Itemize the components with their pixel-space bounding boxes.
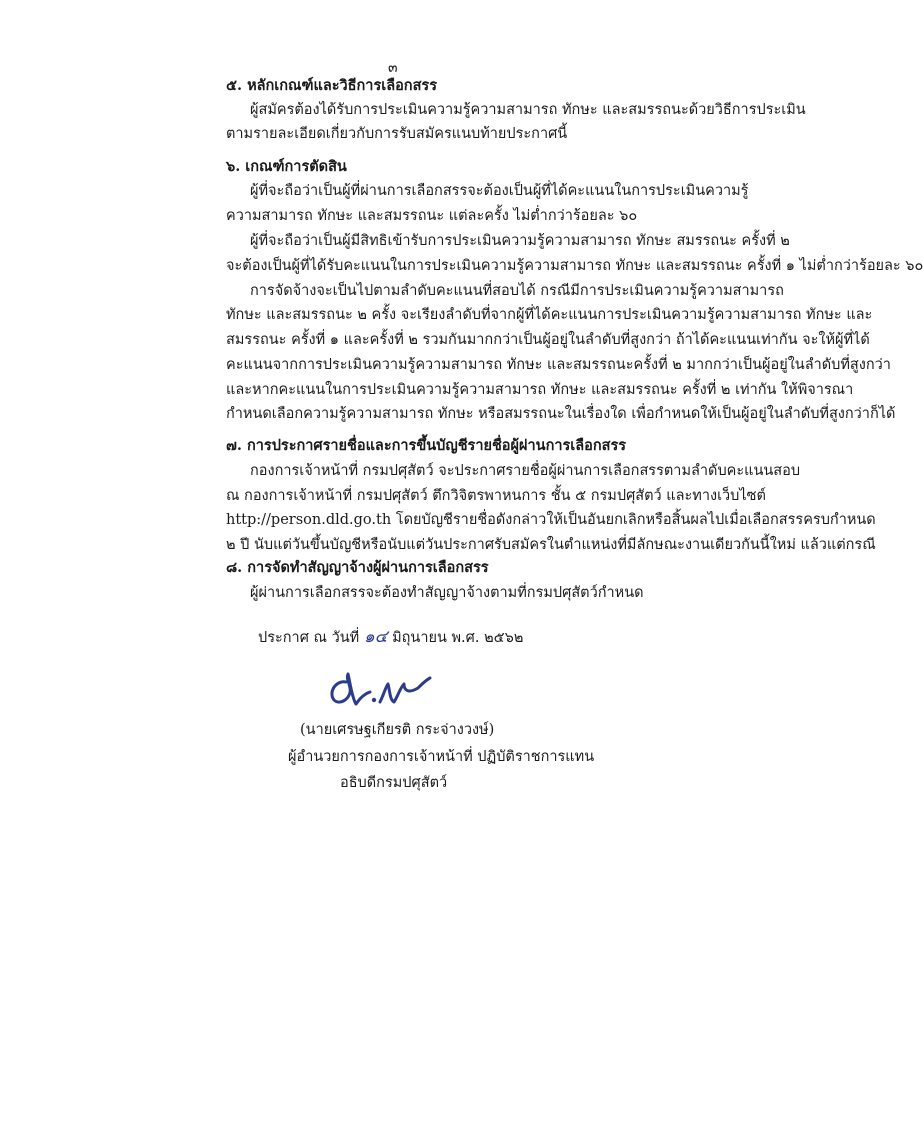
section-8-line: ผู้ผ่านการเลือกสรรจะต้องทำสัญญาจ้างตามที่กรมปศุสัตว์กำหนด (250, 585, 644, 601)
signatory-position: ผู้อำนวยการกองการเจ้าหน้าที่ ปฏิบัติราชการแทน (288, 749, 595, 765)
section-7-line: ณ กองการเจ้าหน้าที่ กรมปศุสัตว์ ตึกวิจิตรพาหนการ ชั้น ๕ กรมปศุสัตว์ และทางเว็บไซต์ (226, 488, 766, 504)
signatory-organization: อธิบดีกรมปศุสัตว์ (340, 775, 448, 791)
announcement-prefix: ประกาศ ณ วันที่ (258, 630, 360, 646)
section-6-line: กำหนดเลือกความรู้ความสามารถ ทักษะ หรือสมรรถนะในเรื่องใด เพื่อกำหนดให้เป็นผู้อยู่ในลำดับที่สูงกว่าก็ได้ (226, 406, 896, 422)
section-7-line: กองการเจ้าหน้าที่ กรมปศุสัตว์ จะประกาศรายชื่อผู้ผ่านการเลือกสรรตามลำดับคะแนนสอบ (250, 463, 801, 479)
section-6-line: สมรรถนะ ครั้งที่ ๑ และครั้งที่ ๒ รวมกันมากกว่าเป็นผู้อยู่ในลำดับที่สูงกว่า ถ้าได้คะแนนเท่ากัน จะให้ผู้ที่ได้ (226, 332, 870, 348)
section-8-heading: ๘. การจัดทำสัญญาจ้างผู้ผ่านการเลือกสรร (226, 559, 489, 576)
section-6-line: การจัดจ้างจะเป็นไปตามลำดับคะแนนที่สอบได้ กรณีมีการประเมินความรู้ความสามารถ (250, 283, 784, 299)
section-6-heading: ๖. เกณฑ์การตัดสิน (226, 158, 347, 175)
signatory-name: (นายเศรษฐเกียรติ กระจ่างวงษ์) (300, 722, 495, 738)
announcement-month-year: มิถุนายน พ.ศ. ๒๕๖๒ (392, 630, 524, 646)
section-6-line: ความสามารถ ทักษะ และสมรรถนะ แต่ละครั้ง ไม่ต่ำกว่าร้อยละ ๖๐ (226, 208, 638, 224)
section-6-line: ทักษะ และสมรรถนะ ๒ ครั้ง จะเรียงลำดับที่จากผู้ที่ได้คะแนนการประเมินความรู้ความสามารถ ทักษะ และ (226, 307, 873, 323)
announcement-day: ๑๔ (363, 627, 388, 647)
section-5-heading: ๕. หลักเกณฑ์และวิธีการเลือกสรร (226, 77, 437, 94)
section-6-line: คะแนนจากการประเมินความรู้ความสามารถ ทักษะ และสมรรถนะครั้งที่ ๒ มากกว่าเป็นผู้อยู่ในลำดับที่สูงกว่า (226, 357, 891, 373)
page-number: ๓ (388, 60, 398, 76)
section-6-line: จะต้องเป็นผู้ที่ได้รับคะแนนในการประเมินความรู้ความสามารถ ทักษะ และสมรรถนะ ครั้งที่ ๑ ไม่ต่ำกว่าร้อยละ ๖๐ (226, 258, 923, 274)
handwritten-signature (318, 668, 448, 718)
section-6-line: และหากคะแนนในการประเมินความรู้ความสามารถ ทักษะ และสมรรถนะ ครั้งที่ ๒ เท่ากัน ให้พิจารณา (226, 382, 854, 398)
section-6-line: ผู้ที่จะถือว่าเป็นผู้ที่ผ่านการเลือกสรรจะต้องเป็นผู้ที่ได้คะแนนในการประเมินความรู้ (250, 183, 749, 199)
section-5-line: ผู้สมัครต้องได้รับการประเมินความรู้ความสามารถ ทักษะ และสมรรถนะด้วยวิธีการประเมิน (250, 102, 806, 118)
section-7-line: http://person.dld.go.th โดยบัญชีรายชื่อดังกล่าวให้เป็นอันยกเลิกหรือสิ้นผลไปเมื่อเลือกสรรครบกำหนด (226, 512, 876, 528)
section-6-line: ผู้ที่จะถือว่าเป็นผู้มีสิทธิเข้ารับการประเมินความรู้ความสามารถ ทักษะ สมรรถนะ ครั้งที่ ๒ (250, 233, 790, 249)
section-5-line: ตามรายละเอียดเกี่ยวกับการรับสมัครแนบท้ายประกาศนี้ (226, 126, 568, 142)
section-7-heading: ๗. การประกาศรายชื่อและการขึ้นบัญชีรายชื่อผู้ผ่านการเลือกสรร (226, 437, 627, 454)
announcement-date (258, 627, 523, 648)
section-7-line: ๒ ปี นับแต่วันขึ้นบัญชีหรือนับแต่วันประกาศรับสมัครในตำแหน่งที่มีลักษณะงานเดียวกันนี้ใหม่ แล้วแต่กรณี (226, 537, 876, 553)
